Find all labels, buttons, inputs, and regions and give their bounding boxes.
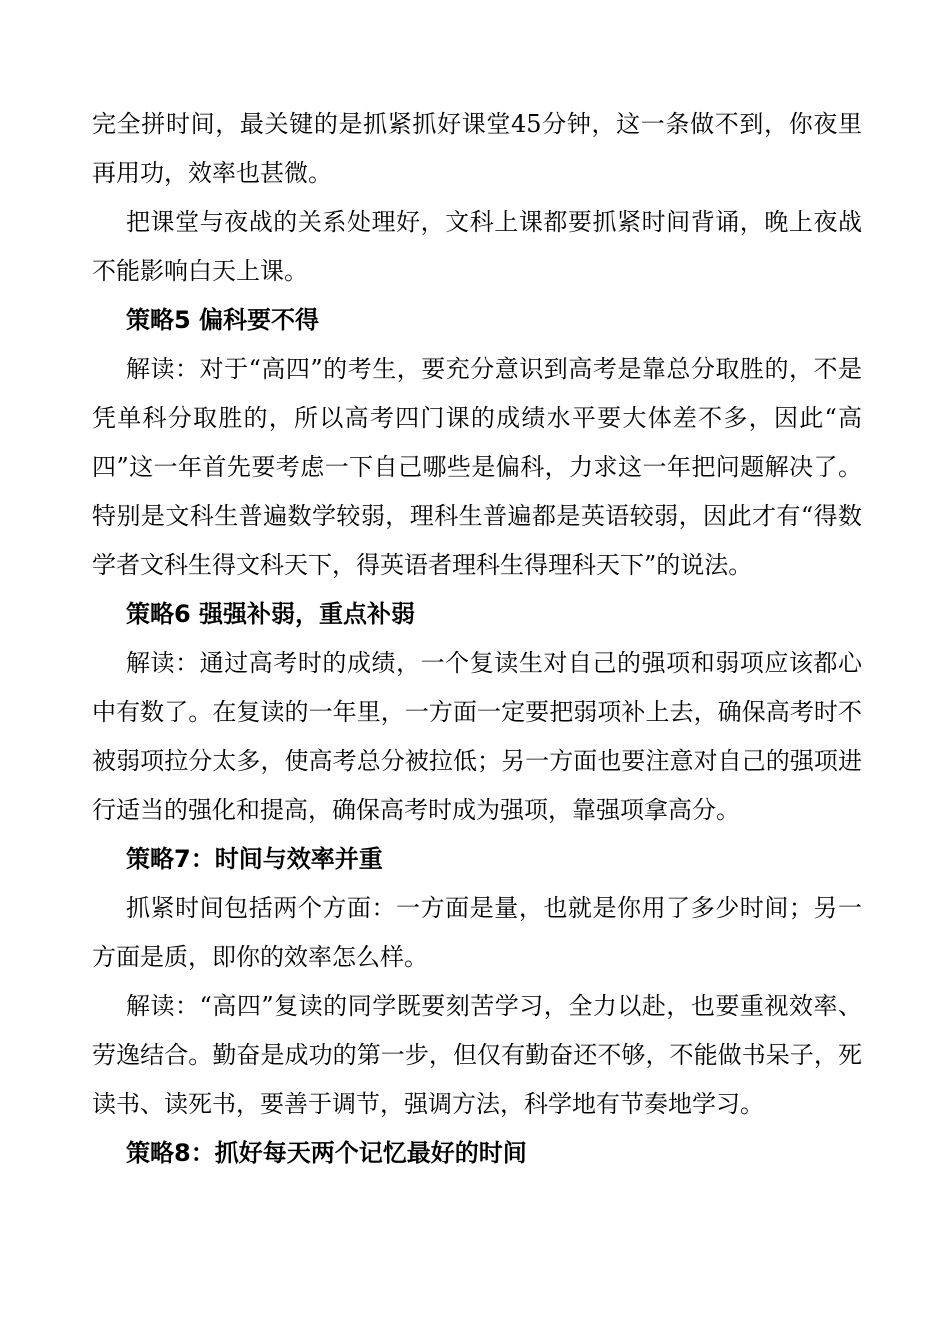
document-page xyxy=(92,100,862,1178)
paragraph-class-time: 完全拼时间，最关键的是抓紧抓好课堂45分钟，这一条做不到，你夜里再用功，效率也甚微。 xyxy=(92,110,862,187)
paragraph-night-study: 把课堂与夜战的关系处理好，文科上课都要抓紧时间背诵，晚上夜战不能影响白天上课。 xyxy=(92,208,862,285)
heading-strategy-7: 策略7：时间与效率并重 xyxy=(126,845,383,873)
paragraph-strategy-6-explanation: 解读：通过高考时的成绩，一个复读生对自己的强项和弱项应该都心中有数了。在复读的一年里，一方面一定要把弱项补上去，确保高考时不被弱项拉分太多，使高考总分被拉低；另一方面也要注意对自己的强项进行适当的强化和提高，确保高考时成为强项，靠强项拿高分。 xyxy=(92,649,862,824)
heading-strategy-8: 策略8：抓好每天两个记忆最好的时间 xyxy=(126,1139,527,1167)
heading-strategy-5: 策略5 偏科要不得 xyxy=(126,306,320,334)
heading-strategy-6: 策略6 强强补弱，重点补弱 xyxy=(126,600,416,628)
paragraph-strategy-7-explanation: 解读：“高四”复读的同学既要刻苦学习，全力以赴，也要重视效率、劳逸结合。勤奋是成功的第一步，但仅有勤奋还不够，不能做书呆子，死读书、读死书，要善于调节，强调方法，科学地有节奏地学习。 xyxy=(92,992,862,1118)
paragraph-strategy-7-intro: 抓紧时间包括两个方面：一方面是量，也就是你用了多少时间；另一方面是质，即你的效率怎么样。 xyxy=(92,894,862,971)
paragraph-strategy-5-explanation: 解读：对于“高四”的考生，要充分意识到高考是靠总分取胜的，不是凭单科分取胜的，所以高考四门课的成绩水平要大体差不多，因此“高四”这一年首先要考虑一下自己哪些是偏科，力求这一年把问题解决了。特别是文科生普遍数学较弱，理科生普遍都是英语较弱，因此才有“得数学者文科生得文科天下，得英语者理科生得理科天下”的说法。 xyxy=(92,355,862,579)
